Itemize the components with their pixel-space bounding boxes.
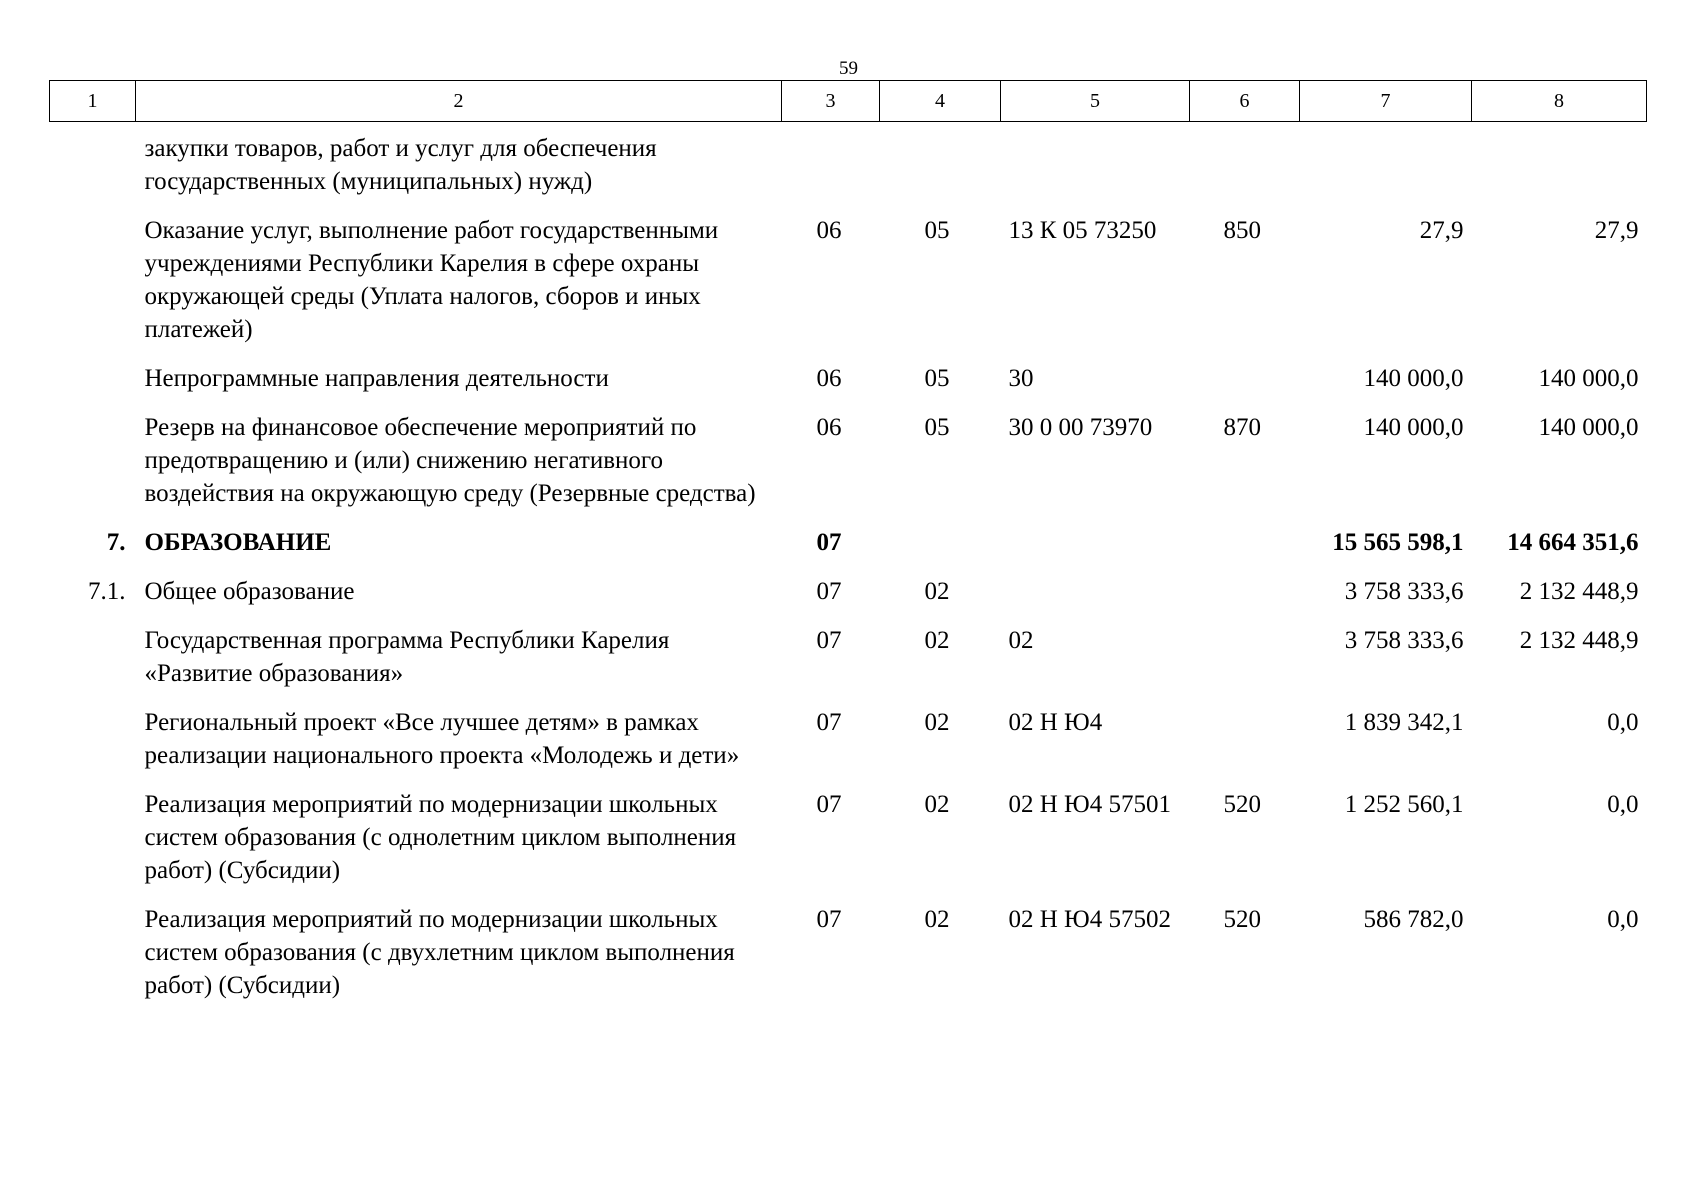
row-target: 13 К 05 73250	[1008, 217, 1157, 244]
row-name: Резерв на финансовое обеспечение мероприятий по предотвращению и (или) снижению негативного воздействия на окружающую среду (Резервные средства)	[144, 414, 756, 507]
row-section: 06	[816, 217, 842, 244]
row-expense-type	[1190, 706, 1300, 788]
row-name: Региональный проект «Все лучшее детям» в рамках реализации национального проекта «Молодежь и дети»	[144, 709, 740, 769]
row-name: Реализация мероприятий по модернизации школьных систем образования (с двухлетним циклом выполнения работ) (Субсидии)	[144, 906, 735, 999]
row-section: 07	[816, 791, 842, 818]
table-row	[50, 788, 1647, 903]
row-subsection: 02	[924, 709, 950, 736]
table-row	[50, 214, 1647, 362]
page-number: 59	[839, 58, 858, 79]
column-header: 8	[1472, 81, 1647, 122]
table-row	[50, 122, 1647, 215]
row-sum-1: 3 758 333,6	[1344, 627, 1464, 654]
row-section: 06	[816, 414, 842, 441]
row-sum-2: 27,9	[1594, 217, 1639, 244]
row-expense-type	[1190, 526, 1300, 575]
row-section	[782, 122, 880, 215]
row-target	[1001, 575, 1190, 624]
row-expense-type: 520	[1223, 906, 1261, 933]
row-section: 07	[816, 627, 842, 654]
row-number: 7.1.	[88, 578, 126, 605]
column-header: 6	[1190, 81, 1300, 122]
row-expense-type: 520	[1223, 791, 1261, 818]
row-sum-1: 15 565 598,1	[1332, 529, 1464, 556]
table-body	[50, 122, 1647, 1019]
row-expense-type: 850	[1223, 217, 1261, 244]
row-expense-type	[1190, 122, 1300, 215]
row-expense-type	[1190, 362, 1300, 411]
row-subsection: 05	[924, 414, 950, 441]
row-sum-2: 0,0	[1607, 906, 1639, 933]
row-subsection	[880, 526, 1001, 575]
row-section: 07	[816, 578, 842, 605]
column-header: 4	[880, 81, 1001, 122]
row-name: Оказание услуг, выполнение работ государственными учреждениями Республики Карелия в сфере охраны окружающей среды (Уплата налогов, сборов и иных платежей)	[144, 217, 719, 343]
row-subsection: 05	[924, 217, 950, 244]
table-row-section-total	[50, 526, 1647, 575]
row-sum-1: 586 782,0	[1363, 906, 1464, 933]
table-header	[50, 81, 1647, 122]
row-number	[50, 903, 136, 1018]
row-name: Государственная программа Республики Карелия «Развитие образования»	[144, 627, 670, 687]
row-sum-1: 3 758 333,6	[1344, 578, 1464, 605]
row-name: Общее образование	[144, 578, 355, 605]
table-row	[50, 706, 1647, 788]
table-row	[50, 575, 1647, 624]
table-row	[50, 411, 1647, 526]
row-sum-2: 140 000,0	[1538, 414, 1639, 441]
row-target	[1001, 122, 1190, 215]
row-number	[50, 122, 136, 215]
row-target: 30 0 00 73970	[1008, 414, 1153, 441]
row-section: 06	[816, 365, 842, 392]
row-expense-type	[1190, 575, 1300, 624]
row-sum-1: 1 839 342,1	[1344, 709, 1464, 736]
row-number	[50, 411, 136, 526]
row-section: 07	[816, 906, 842, 933]
column-header: 2	[136, 81, 782, 122]
column-header: 3	[782, 81, 880, 122]
row-sum-2: 14 664 351,6	[1507, 529, 1639, 556]
row-sum-2: 0,0	[1607, 791, 1639, 818]
row-target: 30	[1008, 365, 1034, 392]
row-target: 02 Н Ю4 57502	[1008, 906, 1171, 933]
column-header: 7	[1300, 81, 1472, 122]
row-number	[50, 788, 136, 903]
row-sum-2: 2 132 448,9	[1519, 578, 1639, 605]
row-sum-1: 1 252 560,1	[1344, 791, 1464, 818]
table-row	[50, 362, 1647, 411]
row-sum-1: 140 000,0	[1363, 414, 1464, 441]
row-name: ОБРАЗОВАНИЕ	[144, 529, 332, 556]
row-target	[1001, 526, 1190, 575]
row-number	[50, 706, 136, 788]
budget-table	[49, 80, 1647, 1018]
row-name: Реализация мероприятий по модернизации школьных систем образования (с однолетним циклом выполнения работ) (Субсидии)	[144, 791, 737, 884]
row-sum-2: 2 132 448,9	[1519, 627, 1639, 654]
row-subsection: 02	[924, 791, 950, 818]
row-subsection: 02	[924, 906, 950, 933]
row-number	[50, 624, 136, 706]
row-sum-2: 140 000,0	[1538, 365, 1639, 392]
row-subsection	[880, 122, 1001, 215]
row-subsection: 02	[924, 578, 950, 605]
row-name: Непрограммные направления деятельности	[144, 365, 609, 392]
row-target: 02 Н Ю4 57501	[1008, 791, 1171, 818]
row-section: 07	[816, 529, 842, 556]
row-number	[50, 362, 136, 411]
row-sum-2	[1472, 122, 1647, 215]
row-expense-type: 870	[1223, 414, 1261, 441]
row-number: 7.	[106, 529, 126, 556]
row-number	[50, 214, 136, 362]
row-expense-type	[1190, 624, 1300, 706]
row-name: закупки товаров, работ и услуг для обеспечения государственных (муниципальных) нужд)	[144, 135, 657, 195]
row-sum-2: 0,0	[1607, 709, 1639, 736]
column-header: 5	[1001, 81, 1190, 122]
row-sum-1: 27,9	[1419, 217, 1464, 244]
row-subsection: 05	[924, 365, 950, 392]
row-section: 07	[816, 709, 842, 736]
table-row	[50, 624, 1647, 706]
row-subsection: 02	[924, 627, 950, 654]
row-target: 02	[1008, 627, 1034, 654]
row-target: 02 Н Ю4	[1008, 709, 1103, 736]
row-sum-1	[1300, 122, 1472, 215]
row-sum-1: 140 000,0	[1363, 365, 1464, 392]
table-row	[50, 903, 1647, 1018]
column-header: 1	[50, 81, 136, 122]
